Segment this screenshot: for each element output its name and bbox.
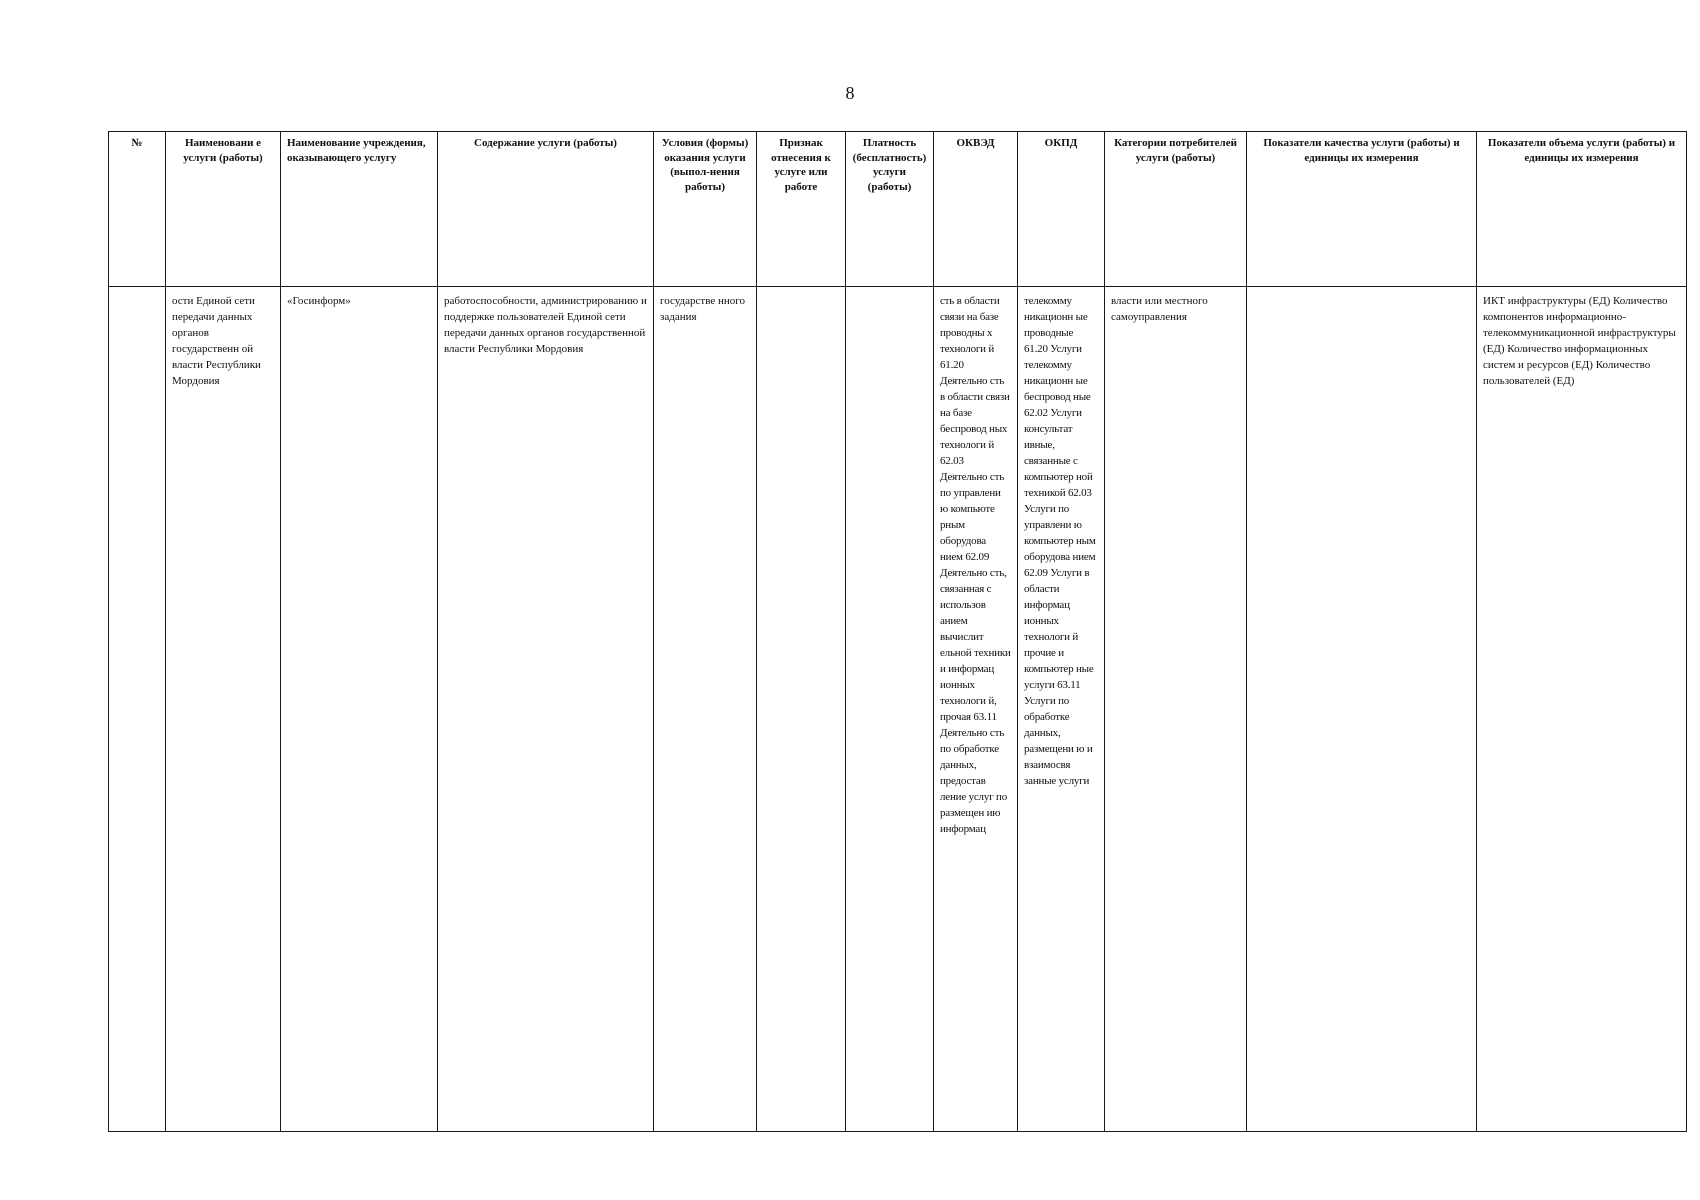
cell-consumers: власти или местного самоуправления	[1105, 287, 1247, 1132]
header-okpd: ОКПД	[1018, 132, 1105, 287]
page-number: 8	[845, 83, 855, 103]
header-content: Содержание услуги (работы)	[438, 132, 654, 287]
header-conditions: Условия (формы) оказания услуги (выпол-нения работы)	[654, 132, 757, 287]
header-number: №	[109, 132, 166, 287]
cell-payment	[846, 287, 934, 1132]
header-quality: Показатели качества услуги (работы) и единицы их измерения	[1247, 132, 1477, 287]
header-volume: Показатели объема услуги (работы) и единицы их измерения	[1477, 132, 1687, 287]
header-institution: Наименование учреждения, оказывающего услугу	[281, 132, 438, 287]
header-service-name: Наименовани е услуги (работы)	[166, 132, 281, 287]
services-table	[108, 131, 1687, 1132]
cell-volume: ИКТ инфраструктуры (ЕД) Количество компонентов информационно-телекоммуникационной инфраструктуры (ЕД) Количество информационных систем и ресурсов (ЕД) Количество пользователей (ЕД)	[1477, 287, 1687, 1132]
cell-sign	[757, 287, 846, 1132]
header-payment: Платность (бесплатность) услуги (работы)	[846, 132, 934, 287]
table-row	[109, 287, 1687, 1132]
cell-quality	[1247, 287, 1477, 1132]
table-header-row	[109, 132, 1687, 287]
header-okved: ОКВЭД	[934, 132, 1018, 287]
header-consumers: Категории потребителей услуги (работы)	[1105, 132, 1247, 287]
cell-conditions: государстве нного задания	[654, 287, 757, 1132]
cell-service-name: ости Единой сети передачи данных органов государственн ой власти Республики Мордовия	[166, 287, 281, 1132]
cell-okved: сть в области связи на базе проводны х технологи й 61.20 Деятельно сть в области связи на базе беспровод ных технологи й 62.03 Деятельно сть по управлени ю компьюте рным оборудова нием 62.09 Деятельно сть, связанная с использов анием вычислит ельной техники и информац ионных технологи й, прочая 63.11 Деятельно сть по обработке данных, предостав ление услуг по размещен ию информац	[934, 287, 1018, 1132]
cell-number	[109, 287, 166, 1132]
cell-okpd: телекомму никационн ые проводные 61.20 Услуги телекомму никационн ые беспровод ные 62.02 Услуги консультат ивные, связанные с компьютер ной техникой 62.03 Услуги по управлени ю компьютер ным оборудова нием 62.09 Услуги в области информац ионных технологи й прочие и компьютер ные услуги 63.11 Услуги по обработке данных, размещени ю и взаимосвя занные услуги	[1018, 287, 1105, 1132]
header-sign: Признак отнесения к услуге или работе	[757, 132, 846, 287]
cell-content: работоспособности, администрированию и поддержке пользователей Единой сети передачи данных органов государственной власти Республики Мордовия	[438, 287, 654, 1132]
cell-institution: «Госинформ»	[281, 287, 438, 1132]
